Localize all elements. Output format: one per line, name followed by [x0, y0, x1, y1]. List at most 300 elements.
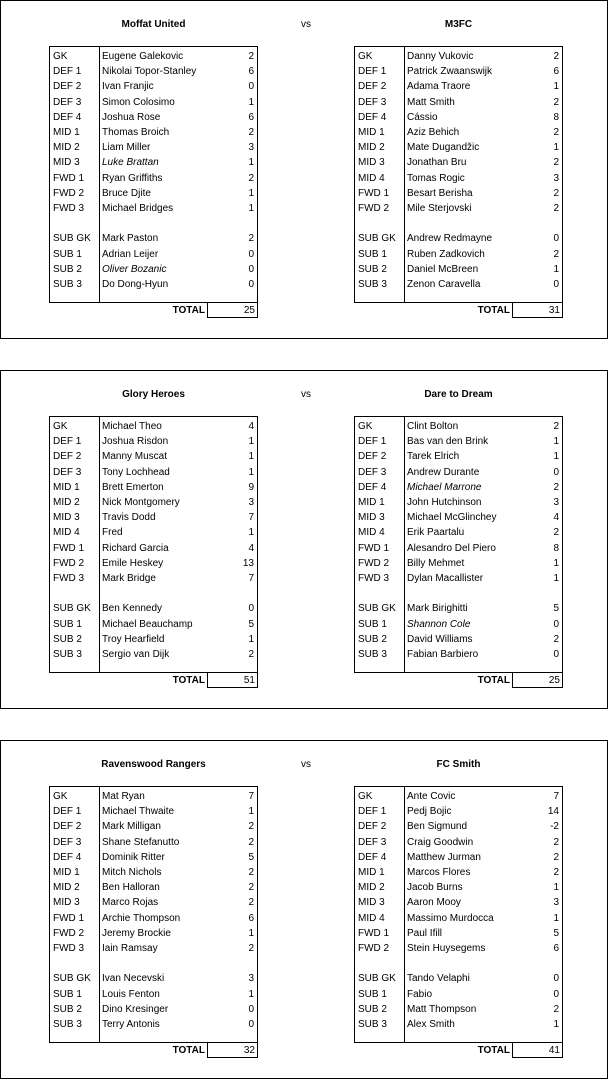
player-name: Mitch Nichols	[102, 867, 162, 878]
lineup-row	[50, 186, 257, 201]
player-points: 2	[553, 203, 559, 214]
lineup-row	[355, 941, 562, 956]
lineup-row	[355, 601, 562, 616]
player-name: John Hutchinson	[407, 497, 482, 508]
player-name: Jonathan Bru	[407, 157, 467, 169]
player-name: Eugene Galekovic	[102, 51, 184, 62]
player-name: Bruce Djite	[102, 187, 151, 199]
player-name: Daniel McBreen	[407, 263, 479, 275]
lineup-row	[355, 64, 562, 79]
lineup-row	[50, 789, 257, 804]
player-name: Craig Goodwin	[407, 836, 474, 848]
position-label: DEF 4	[358, 851, 387, 863]
player-name: Nick Montgomery	[102, 497, 180, 508]
lineup-row	[50, 971, 257, 986]
position-label: FWD 3	[53, 943, 85, 954]
player-name: Travis Dodd	[102, 512, 156, 524]
player-points: 4	[248, 421, 254, 432]
versus-label: vs	[301, 759, 311, 770]
player-name: Mark Milligan	[102, 821, 161, 833]
player-name: Mark Paston	[102, 233, 159, 245]
lineup-row	[50, 201, 257, 216]
player-name: Michael Bridges	[102, 203, 174, 214]
position-label: GK	[358, 421, 373, 432]
player-points: 1	[553, 557, 559, 569]
lineup-row	[355, 125, 562, 140]
player-name: Shannon Cole	[407, 618, 471, 630]
position-label: DEF 3	[358, 466, 387, 478]
position-label: SUB 2	[358, 1003, 387, 1015]
player-points: 2	[553, 633, 559, 645]
player-name: Patrick Zwaanswijk	[407, 66, 493, 78]
player-points: 5	[553, 927, 559, 939]
player-name: Paul Ifill	[407, 927, 443, 939]
position-label: MID 1	[53, 127, 80, 138]
position-label: GK	[358, 791, 373, 802]
player-name: Adama Traore	[407, 81, 471, 93]
versus-label: vs	[301, 19, 311, 30]
player-points: 0	[553, 279, 559, 290]
player-name: Mile Sterjovski	[407, 203, 472, 214]
player-points: 8	[553, 111, 559, 123]
player-name: Richard Garcia	[102, 542, 169, 554]
player-name: Do Dong-Hyun	[102, 279, 169, 290]
player-name: Troy Hearfield	[102, 633, 165, 645]
player-points: 3	[553, 172, 559, 184]
position-label: MID 3	[53, 512, 80, 524]
player-name: Michael Marrone	[407, 481, 482, 493]
player-name: Andrew Durante	[407, 466, 480, 478]
position-label: GK	[53, 791, 68, 802]
lineup-row	[50, 140, 257, 155]
lineup-row	[50, 110, 257, 125]
position-label: SUB 3	[53, 649, 82, 660]
lineup-row	[50, 262, 257, 277]
position-label: GK	[53, 421, 68, 432]
player-name: Jeremy Brockie	[102, 927, 171, 939]
player-points: 1	[248, 96, 254, 108]
position-label: SUB 1	[358, 988, 387, 1000]
lineup-row	[355, 804, 562, 819]
lineup-row	[50, 926, 257, 941]
player-points: 1	[553, 882, 559, 894]
position-label: SUB 2	[358, 633, 387, 645]
versus-label: vs	[301, 389, 311, 400]
player-points: 1	[553, 436, 559, 448]
player-name: Tarek Elrich	[407, 451, 460, 463]
player-points: 2	[553, 127, 559, 138]
player-name: Matt Thompson	[407, 1003, 477, 1015]
player-name: Michael Thwaite	[102, 806, 175, 818]
player-name: Iain Ramsay	[102, 943, 158, 954]
player-points: 0	[553, 466, 559, 478]
player-name: Thomas Broich	[102, 127, 170, 138]
player-name: Luke Brattan	[102, 157, 159, 169]
position-label: SUB 1	[53, 248, 82, 260]
away-total-label: TOTAL	[477, 305, 510, 316]
player-name: Erik Paartalu	[407, 527, 465, 539]
position-label: MID 3	[53, 157, 80, 169]
position-label: FWD 1	[358, 542, 390, 554]
player-points: 2	[248, 172, 254, 184]
lineup-row	[50, 880, 257, 895]
lineup-row	[355, 525, 562, 540]
player-name: Dino Kresinger	[102, 1003, 169, 1015]
player-name: Ben Halloran	[102, 882, 160, 894]
lineup-row	[355, 480, 562, 495]
player-points: 3	[248, 142, 254, 154]
lineup-row	[50, 155, 257, 170]
home-total-label: TOTAL	[172, 675, 205, 686]
lineup-row	[50, 419, 257, 434]
player-points: 1	[553, 81, 559, 93]
lineup-row	[50, 804, 257, 819]
player-points: 7	[248, 512, 254, 524]
position-label: SUB 2	[53, 1003, 82, 1015]
position-label: SUB GK	[53, 603, 91, 615]
position-label: SUB 3	[53, 279, 82, 290]
player-points: 5	[248, 851, 254, 863]
player-name: Dylan Macallister	[407, 573, 484, 584]
position-label: MID 1	[358, 127, 385, 138]
player-points: 9	[248, 481, 254, 493]
position-label: SUB 3	[358, 279, 387, 290]
player-points: 1	[248, 633, 254, 645]
player-points: 2	[553, 421, 559, 432]
player-points: 2	[248, 51, 254, 62]
position-label: DEF 2	[53, 451, 82, 463]
home-lineup-table	[49, 416, 258, 673]
position-label: FWD 2	[53, 927, 85, 939]
home-lineup-table	[49, 46, 258, 303]
position-label: DEF 3	[358, 836, 387, 848]
player-name: Zenon Caravella	[407, 279, 481, 290]
player-name: Matthew Jurman	[407, 851, 481, 863]
position-label: DEF 4	[53, 111, 82, 123]
player-points: 14	[547, 806, 559, 818]
player-points: 2	[248, 882, 254, 894]
player-points: 1	[248, 203, 254, 214]
player-points: 3	[248, 973, 254, 985]
lineup-row	[355, 495, 562, 510]
position-label: FWD 3	[358, 573, 390, 584]
lineup-row	[355, 262, 562, 277]
position-label: FWD 1	[53, 912, 85, 924]
player-name: Tomas Rogic	[407, 172, 465, 184]
position-label: SUB 2	[53, 263, 82, 275]
player-name: Ivan Necevski	[102, 973, 165, 985]
lineup-row	[355, 971, 562, 986]
home-lineup-table	[49, 786, 258, 1043]
lineup-row	[50, 434, 257, 449]
position-label: FWD 1	[53, 542, 85, 554]
position-label: DEF 1	[358, 436, 387, 448]
position-label: DEF 3	[53, 466, 82, 478]
lineup-row	[355, 434, 562, 449]
lineup-row	[50, 465, 257, 480]
lineup-row	[355, 277, 562, 292]
player-points: 0	[553, 649, 559, 660]
lineup-row	[355, 247, 562, 262]
player-points: 7	[248, 791, 254, 802]
away-total-label: TOTAL	[477, 1045, 510, 1056]
home-team-name: Ravenswood Rangers	[101, 759, 206, 770]
player-points: 2	[248, 836, 254, 848]
lineup-row	[355, 1002, 562, 1017]
position-label: MID 1	[53, 481, 80, 493]
away-total-value: 41	[512, 1042, 563, 1058]
player-name: Shane Stefanutto	[102, 836, 180, 848]
player-name: Ben Kennedy	[102, 603, 163, 615]
lineup-row	[355, 556, 562, 571]
lineup-row	[50, 941, 257, 956]
position-label: DEF 1	[53, 806, 82, 818]
player-points: 8	[553, 542, 559, 554]
lineup-row	[50, 277, 257, 292]
position-label: DEF 1	[53, 436, 82, 448]
away-team-name: Dare to Dream	[424, 389, 493, 400]
position-label: MID 4	[358, 527, 385, 539]
player-points: 0	[248, 1019, 254, 1030]
player-points: 13	[242, 557, 254, 569]
player-points: 2	[553, 1003, 559, 1015]
position-label: MID 3	[53, 897, 80, 909]
lineup-row	[355, 987, 562, 1002]
player-points: 2	[553, 157, 559, 169]
position-label: FWD 3	[53, 203, 85, 214]
lineup-row	[50, 125, 257, 140]
player-points: 2	[553, 836, 559, 848]
position-label: SUB GK	[358, 973, 396, 985]
player-name: Massimo Murdocca	[407, 912, 494, 924]
player-name: Manny Muscat	[102, 451, 168, 463]
player-name: Liam Miller	[102, 142, 151, 154]
position-label: DEF 3	[358, 96, 387, 108]
position-label: MID 1	[53, 867, 80, 878]
lineup-row	[50, 571, 257, 586]
lineup-row	[355, 541, 562, 556]
position-label: MID 2	[358, 142, 385, 154]
player-points: 2	[248, 821, 254, 833]
player-points: 6	[248, 111, 254, 123]
lineup-row	[50, 819, 257, 834]
player-points: 0	[248, 81, 254, 93]
player-name: Mark Bridge	[102, 573, 156, 584]
position-label: FWD 2	[358, 557, 390, 569]
player-name: Fabio	[407, 988, 433, 1000]
player-points: 0	[248, 263, 254, 275]
position-label: DEF 1	[53, 66, 82, 78]
player-points: 2	[553, 867, 559, 878]
lineup-row	[355, 926, 562, 941]
player-name: Cássio	[407, 111, 438, 123]
position-label: MID 2	[53, 497, 80, 508]
position-label: FWD 2	[358, 943, 390, 954]
lineup-row	[355, 911, 562, 926]
player-points: 2	[553, 187, 559, 199]
player-name: Mat Ryan	[102, 791, 145, 802]
player-points: 1	[248, 451, 254, 463]
player-name: Aziz Behich	[407, 127, 460, 138]
player-points: 1	[553, 1019, 559, 1030]
position-label: FWD 2	[358, 203, 390, 214]
player-points: 7	[553, 791, 559, 802]
lineup-row	[355, 1017, 562, 1032]
match-block	[0, 370, 608, 709]
player-points: 2	[553, 248, 559, 260]
away-team-name: FC Smith	[436, 759, 481, 770]
player-name: Joshua Rose	[102, 111, 161, 123]
lineup-row	[355, 110, 562, 125]
away-total-label: TOTAL	[477, 675, 510, 686]
home-total-value: 51	[207, 672, 258, 688]
player-name: Ruben Zadkovich	[407, 248, 485, 260]
player-points: 0	[553, 618, 559, 630]
match-block	[0, 740, 608, 1079]
position-label: SUB GK	[53, 233, 91, 245]
position-label: SUB 3	[53, 1019, 82, 1030]
player-points: 3	[248, 497, 254, 508]
player-points: 1	[553, 451, 559, 463]
player-points: 2	[553, 527, 559, 539]
position-label: DEF 1	[358, 66, 387, 78]
lineup-row	[50, 911, 257, 926]
position-label: MID 2	[53, 142, 80, 154]
position-label: MID 1	[358, 867, 385, 878]
player-name: Matt Smith	[407, 96, 455, 108]
lineup-row	[355, 201, 562, 216]
lineup-row	[355, 231, 562, 246]
player-points: 1	[248, 988, 254, 1000]
player-name: Ivan Franjic	[102, 81, 154, 93]
player-points: 6	[248, 912, 254, 924]
position-label: SUB 1	[358, 618, 387, 630]
player-points: 2	[248, 897, 254, 909]
lineup-row	[355, 49, 562, 64]
lineup-row	[355, 155, 562, 170]
player-name: Andrew Redmayne	[407, 233, 493, 245]
lineup-row	[50, 541, 257, 556]
player-name: Stein Huysegems	[407, 943, 486, 954]
lineup-row	[50, 525, 257, 540]
player-points: 2	[553, 481, 559, 493]
player-points: 4	[553, 512, 559, 524]
player-points: 5	[553, 603, 559, 615]
lineup-row	[50, 495, 257, 510]
player-name: Michael Beauchamp	[102, 618, 193, 630]
player-name: Dominik Ritter	[102, 851, 165, 863]
player-points: 6	[248, 66, 254, 78]
player-name: Emile Heskey	[102, 557, 164, 569]
position-label: FWD 2	[53, 557, 85, 569]
position-label: DEF 1	[358, 806, 387, 818]
away-lineup-table	[354, 786, 563, 1043]
lineup-row	[355, 895, 562, 910]
player-name: Terry Antonis	[102, 1019, 160, 1030]
position-label: SUB GK	[53, 973, 91, 985]
player-points: 1	[248, 187, 254, 199]
player-name: Alesandro Del Piero	[407, 542, 496, 554]
lineup-row	[50, 632, 257, 647]
player-points: 4	[248, 542, 254, 554]
player-points: 3	[553, 497, 559, 508]
position-label: GK	[358, 51, 373, 62]
lineup-row	[355, 835, 562, 850]
player-name: Fred	[102, 527, 123, 539]
player-name: Michael Theo	[102, 421, 162, 432]
lineup-row	[50, 835, 257, 850]
player-name: Ante Covic	[407, 791, 456, 802]
position-label: SUB 1	[53, 618, 82, 630]
match-block	[0, 0, 608, 339]
position-label: MID 4	[358, 912, 385, 924]
position-label: SUB GK	[358, 233, 396, 245]
away-total-value: 31	[512, 302, 563, 318]
lineup-row	[355, 95, 562, 110]
away-lineup-table	[354, 46, 563, 303]
home-team-name: Glory Heroes	[122, 389, 185, 400]
position-label: FWD 1	[53, 172, 85, 184]
player-name: Bas van den Brink	[407, 436, 489, 448]
player-points: 1	[248, 527, 254, 539]
position-label: FWD 2	[53, 187, 85, 199]
lineup-row	[355, 186, 562, 201]
player-name: Joshua Risdon	[102, 436, 169, 448]
lineup-row	[50, 231, 257, 246]
position-label: DEF 2	[358, 81, 387, 93]
player-name: Marco Rojas	[102, 897, 159, 909]
player-points: 2	[248, 867, 254, 878]
lineup-row	[50, 171, 257, 186]
player-name: Alex Smith	[407, 1019, 455, 1030]
player-name: Besart Berisha	[407, 187, 473, 199]
player-points: 0	[553, 973, 559, 985]
player-points: 1	[248, 466, 254, 478]
player-name: Mark Birighitti	[407, 603, 468, 615]
lineup-row	[50, 865, 257, 880]
lineup-row	[50, 95, 257, 110]
player-points: 2	[553, 851, 559, 863]
player-name: Adrian Leijer	[102, 248, 159, 260]
position-label: DEF 2	[358, 821, 387, 833]
position-label: MID 1	[358, 497, 385, 508]
player-points: 1	[248, 806, 254, 818]
lineup-row	[355, 819, 562, 834]
lineup-row	[50, 247, 257, 262]
lineup-row	[50, 79, 257, 94]
lineup-row	[355, 789, 562, 804]
player-points: 2	[553, 96, 559, 108]
lineup-row	[355, 79, 562, 94]
player-name: David Williams	[407, 633, 473, 645]
lineup-row	[50, 850, 257, 865]
lineup-row	[50, 617, 257, 632]
player-name: Tony Lochhead	[102, 466, 170, 478]
home-team-name: Moffat United	[121, 19, 186, 30]
lineup-row	[50, 1017, 257, 1032]
player-points: 5	[248, 618, 254, 630]
position-label: MID 2	[358, 882, 385, 894]
player-points: 1	[248, 157, 254, 169]
lineup-row	[50, 480, 257, 495]
position-label: DEF 2	[53, 81, 82, 93]
position-label: DEF 4	[358, 481, 387, 493]
lineup-row	[355, 171, 562, 186]
player-name: Billy Mehmet	[407, 557, 465, 569]
lineup-row	[50, 64, 257, 79]
player-points: 2	[248, 649, 254, 660]
lineup-row	[355, 140, 562, 155]
